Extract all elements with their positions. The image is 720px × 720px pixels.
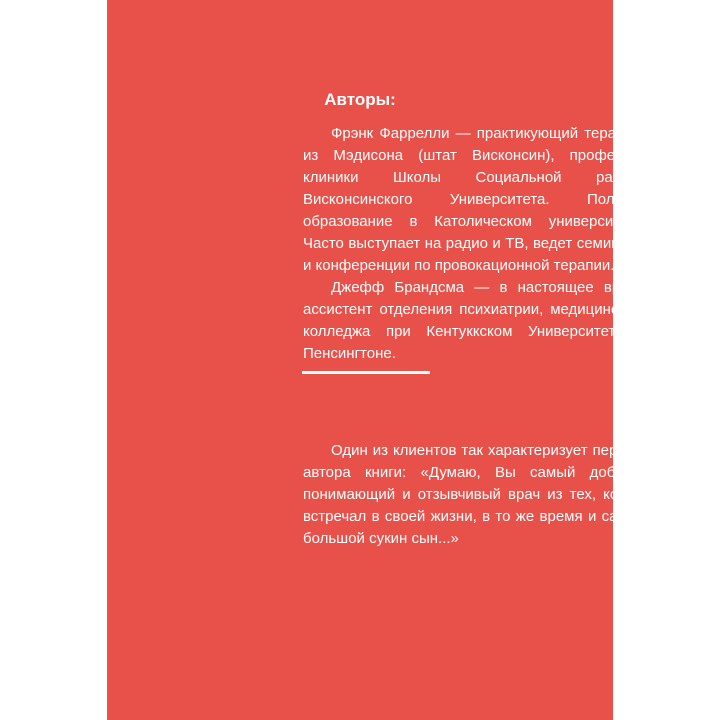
client-quote-text xyxy=(303,440,647,550)
author-brandsma-paragraph: Джефф Брандсма — в настоящее время ассистент отделения психиатрии, медицинского колледжа при Кентуккском Университете в Пенсингтоне. xyxy=(303,279,647,362)
authors-heading: Авторы: xyxy=(324,90,396,109)
section-divider xyxy=(302,371,430,374)
author-farrelly-paragraph: Фрэнк Фаррелли — практикующий терапевт из Мэдисона (штат Висконсин), профессор клиники Школы Социальной работы Висконсинского Университета. Получил образование в Католическом университете. Часто выступает на радио и ТВ, ведет семинары и конференции по провокационной терапии. xyxy=(303,125,647,274)
authors-text xyxy=(303,123,647,365)
client-quote-paragraph: Один из клиентов так характеризует первого автора книги: «Думаю, Вы самый добрый, понимающий и отзывчивый врач из тех, кого я встречал в своей жизни, в то же время и самый большой сукин сын...» xyxy=(303,442,647,547)
book-back-cover xyxy=(107,0,647,720)
